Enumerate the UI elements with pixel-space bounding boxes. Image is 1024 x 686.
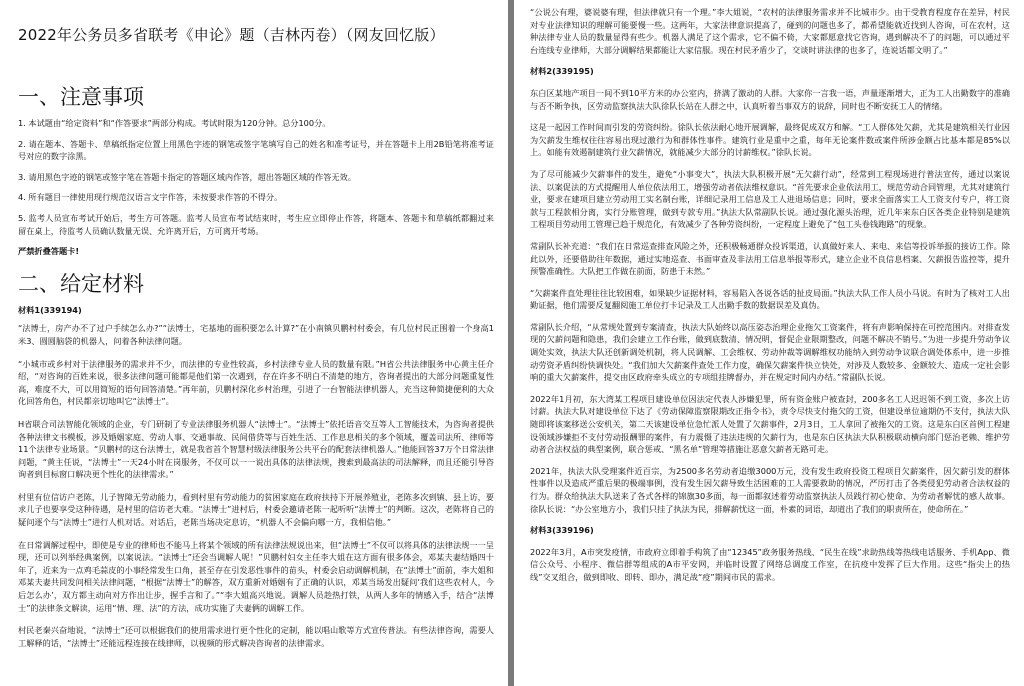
document-page-right <box>514 0 1024 686</box>
material-label: 材料1(339194) <box>18 304 82 315</box>
notice-item: 3. 请用黑色字迹的钢笔或签字笔在答题卡指定的答题区域内作答，超出答题区域的作答无效。 <box>18 171 356 182</box>
body-paragraph: 常副队长介绍，“从常规处置到专案清查，执法大队始终以高压姿态治理企业拖欠工资案件，将有声影响保持在可控范围内。对排查发现的欠薪问题和隐患，我们会建立工作台账，做到底数清、情况明，督促企业限期整改，问题不解决不销号。”为进一步提升劳动争议调处实效，执法大队还创新调处机制，将人民调解、工会维权、劳动仲裁等调解维权功能纳入到劳动争议联合调处体系中，进一步推动劳资矛盾纠纷快调快处。“我们加大欠薪案件查处工作力度，确保欠薪案件快立快处，对涉及人数较多、金额较大、造成一定社会影响的重大欠薪案件，提交由区政府牵头成立的专项组挂牌督办，并在规定时间内办结。”常副队长说。 <box>530 321 1010 383</box>
document-title: 2022年公务员多省联考《申论》题（吉林丙卷）（网友回忆版） <box>18 26 445 44</box>
body-paragraph: 村民老秦兴奋地说，“法博士”还可以根据我们的使用需求进行更个性化的定制，能以唱山歌等方式宣传普法。有些法律咨询，需要人工解释的话，“法博士”还能远程连接在线律师，以视频的形式解决咨询者的法律需求。 <box>18 625 494 648</box>
warning-text: 严禁折叠答题卡! <box>18 246 80 257</box>
section-heading-materials: 二、给定材料 <box>18 271 144 296</box>
body-paragraph: 2022年1月初，东大湾某工程项目建设单位因法定代表人涉嫌犯罪，所有资金账户被查封，200多名工人迟迟领不到工资，多次上访讨薪。执法大队对建设单位下达了《劳动保障监察限期改正指令书》，责令尽快支付拖欠的工资，但建设单位逾期仍不支付，执法大队随即将该案移送公安机关，第二天该建设单位急忙派人处置了欠薪事件，2月3日，工人拿回了被拖欠的工资。这是东白区首例工程建设领域涉嫌拒不支付劳动报酬罪的案件，有力震慑了违法违规的欠薪行为，也是东白区执法大队积极联动横向部门惩治老赖、维护劳动者合法权益的典型案例，联合惩戒、“黑名单”管理等措施让恶意欠薪者无路可走。 <box>530 393 1010 455</box>
section-heading-notices: 一、注意事项 <box>18 85 144 109</box>
body-paragraph: “小城市或乡村对于法律服务的需求并不少，而法律的专业性较高，乡村法律专业人员的数量有限。”H省公共法律服务中心黄主任介绍，“对咨询的百姓来说，很多法律问题可能都是他们第一次遇到，存在许多不明白不清楚的地方，咨询者提出的大部分问题重复性高，难度不大，可以用简短的语句回答清楚。”再年前，贝鹏村深化乡村治理，引进了一台智能法律机器人，充当这种简捷便利的大众化回答角色，村民都亲切地叫它“法博士”。 <box>18 358 494 407</box>
notice-item: 2. 请在题本、答题卡、草稿纸指定位置上用黑色字迹的钢笔或签字笔填写自己的姓名和准考证号，并在答题卡上用2B铅笔将准考证号对应的数字涂黑。 <box>18 138 494 162</box>
body-paragraph: 2021年，执法大队受理案件近百宗，为2500多名劳动者追缴3000万元，没有发生政府投资工程项目欠薪案件，因欠薪引发的群体性事件以及造成严重后果的极端事例，没有发生因欠薪导致生活困难的工人需要救助的情况，严厉打击了各类侵犯劳动者合法权益的行为。群众给执法大队送来了各式各样的锦旗30多面，每一面都叙述着劳动监察执法人员践行初心使命、为劳动者解忧的感人故事。徐队长说：“办公室地方小，我们只挂了执法为民，排解薪忧这一面，朴素的词语，却道出了我们的职责所在，使命所在。” <box>530 465 1010 514</box>
notice-item: 5. 监考人员宣布考试开始后，考生方可答题。监考人员宣布考试结束时，考生应立即停止作答，将题本、答题卡和草稿纸都翻过来留在桌上，待监考人员确认数量无误、允许离开后，方可离开考场。 <box>18 212 494 236</box>
notice-item: 4. 所有题目一律使用现行规范汉语言文字作答，未按要求作答的不得分。 <box>18 192 283 203</box>
document-page-left <box>0 0 508 686</box>
material-label: 材料2(339195) <box>530 66 594 77</box>
body-paragraph: H省联合司法智能化领域的企业，专门研制了专业法律服务机器人“法博士”。“法博士”依托语音交互等人工智能技术，为咨询者提供各种法律文书模板，涉及婚姻家庭、劳动人事、交通事故、民间借贷等与百姓生活、工作息息相关的多个领域，覆盖司法所、律师等11个法律专业场景。“贝鹏村的这台法博士，就是我省首个智慧村级法律服务公共平台的配套法律机器人。”他能回答37万个日常法律问题，“黄主任说，“法博士”一天24小时在岗服务，不仅可以一一说出具体的法律法规，搜索到最高法的司法解释，而且还能引导咨询者到目标窗口解决更个性化的法律需求。” <box>18 418 494 480</box>
body-paragraph: 东白区某地产项目一间不到10平方米的办公室内，挤满了激动的人群。大家你一言我一语，声量逐渐增大，正为工人出勤数字的准确与否不断争执，区劳动监察执法大队徐队长站在人群之中，认真听着当事双方的说辞，同时也不断安抚工人的情绪。 <box>530 87 1010 111</box>
notice-item: 1. 本试题由“给定资料”和“作答要求”两部分构成。考试时限为120分钟。总分100分。 <box>18 118 331 128</box>
body-paragraph: 村里有位信访户老陈，儿子智障无劳动能力，看到村里有劳动能力的贫困家庭在政府扶持下开展养殖业，老陈多次到镇、县上访，要求儿子也要享受这种待遇，是村里的信访老大难。“法博士”进村后，村委会邀请老陈一起听听“法博士”的判断。这次，老陈将自己的疑问逐个与“法博士”进行人机对话。对话后，老陈当场决定息访，“机器人不会偏向哪一方，我相信他。” <box>18 491 494 528</box>
body-paragraph: 为了尽可能减少欠薪事件的发生，避免“小事变大”，执法大队积极开展“无欠薪行动”，经常到工程现场进行普法宣传，通过以案说法、以案促法的方式提醒用人单位依法用工，增强劳动者依法维权意识。“首先要求企业依法用工，规范劳动合同管理，尤其对建筑行业，要求在建项目建立劳动用工实名制台账，详细记录用工信息及工人进退场信息；同时，要求全面落实工人工资支付专户，将工资款与工程款相分离，实行分账管理，做到专款专用。”执法大队常副队长说。通过强化源头治理，近几年来东白区各类企业特别是建筑工程项目劳动用工管理已趋于规范化，有效减少了各种劳资纠纷，一定程度上避免了“包工头卷钱跑路”的现象。 <box>530 168 1010 230</box>
material-label: 材料3(339196) <box>530 525 594 536</box>
body-paragraph: “欠薪案件直处理往往比较困难，如果缺少证据材料，容易陷入各说各话的扯皮局面。”执法大队工作人员小马说。有时为了核对工人出勤证据，他们需要反复翻阅施工单位打卡记录及工人出勤手数的数据误差及真伪。 <box>530 287 1010 311</box>
body-paragraph: “公说公有理，婆说婆有理，但法律就只有一个理。”李大姐说，“农村的法律服务需求并不比城市少。由于受教育程度存在差异，村民对专业法律知识的理解可能要慢一些。这两年，大家法律意识提高了，碰到的问题也多了，都希望能就近找到人咨询，可在农村，这种法律专业人员的数量显得有些少。机器人满足了这个需求，它不偏不倚，大家都愿意找它咨询，遇到解决不了的问题，可以通过平台连线专业律师，大部分调解结果都能让大家信服。现在村民矛盾少了，交谈时讲法律的也多了，连说话都文明了。” <box>530 7 1010 55</box>
body-paragraph: 在日常调解过程中，即使是专业的律师也不能马上将某个领域的所有法律法规说出来，但“法博士”不仅可以将具体的法律法规一一呈现，还可以列举经典案例，以案说法。“法博士”还会当调解人呢！”贝鹏村妇女主任李大姐在这方面有很多体会，邓某夫妻结婚四十年了，近来为一点鸡毛蒜皮的小事经常发生口角，甚至存在引发恶性事件的苗头，村委会启动调解机制，在“法博士”面前，李大姐和邓某夫妻共同发问相关法律问题，“根据“法博士”的解答，双方重新对婚姻有了正确的认识，邓某当场发出疑问‘我们这些农村人，今后怎么办’，双方都主动向对方作出让步，握手言和了。”“李大姐高兴地说。调解人员趁热打铁，从两人多年的情感入手，结合“法博士”的法律条文解读，运用“情、理、法”的方法，成功实施了夫妻俩的调解工作。 <box>18 539 494 613</box>
body-paragraph: 常副队长补充道：“我们在日常巡查排查风险之外，还积极畅通群众投诉渠道，认真做好来人、来电、来信等投诉举报的接访工作。除此以外，还要借助往年数据，通过实地巡查、书面审查及非法用工信息举报等形式，建立企业不良信息档案、欠薪报告监控等，提升预警准确性。大队把工作做在前面，防患于未然。” <box>530 240 1010 277</box>
body-paragraph: 2022年3月，A市突发疫情，市政府立即着手构筑了由“12345”政务服务热线、“民生在线”求助热线等热线电话服务、手机App、微信公众号、小程序、微信群等组成的A市平安网，并临时设置了网络总调度工作室，在抗疫中发挥了巨大作用。这些“指尖上的热线”交叉组合，做到即收、即转、即办，满足战“疫”期间市民的需求。 <box>530 546 1010 582</box>
body-paragraph: “法博士，房产办不了过户手续怎么办?”“法博士，宅基地的面积要怎么计算?”在小南镇贝鹏村村委会，有几位村民正围着一个身高1米3、圆圆脑袋的机器人，问着各种法律问题。 <box>18 323 494 346</box>
body-paragraph: 这是一起因工作时间而引发的劳资纠纷。徐队长依法耐心地开展调解，最终促成双方和解。“工人群体处欠薪，尤其是建筑相关行业因为欠薪发生维权往往容易出现过激行为和群体性事件。建筑行业是重中之重，每年无论案件数或案件所涉金额占比基本都是85%以上。如能有效遏制建筑行业欠薪情况，就能减少大部分的讨薪维权。”徐队长说。 <box>530 122 1010 158</box>
